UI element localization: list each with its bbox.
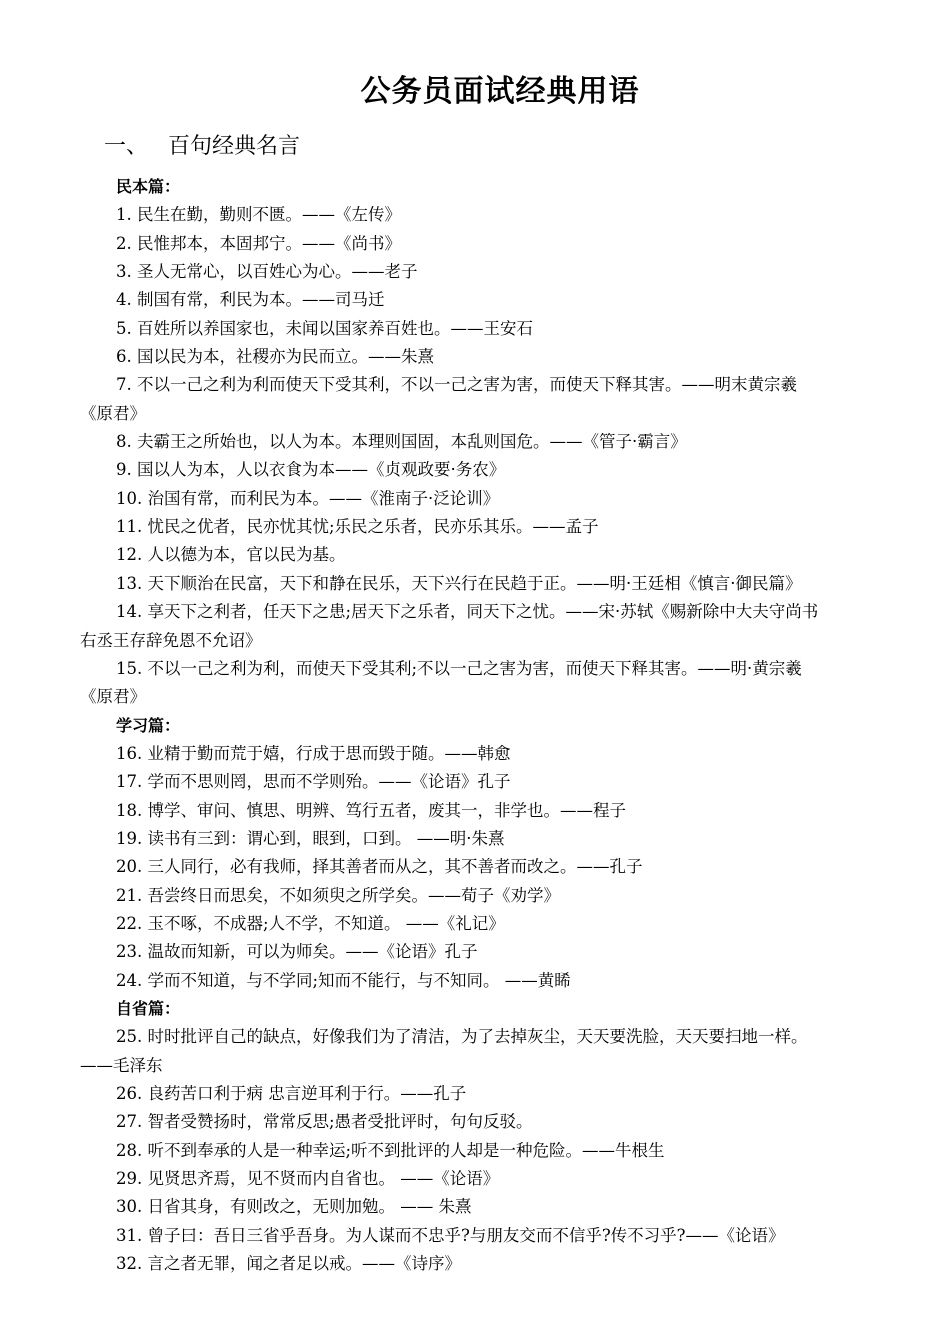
quote-list [80, 173, 925, 1278]
category-heading: 民本篇： [116, 177, 181, 196]
section-title: 百句经典名言 [168, 134, 301, 159]
quote-line: 3. 圣人无常心，以百姓心为心。——老子 [116, 262, 418, 282]
quote-line: 12. 人以德为本，官以民为基。 [116, 545, 346, 565]
quote-line: 15. 不以一己之利为利，而使天下受其利;不以一己之害为害，而使天下释其害。——明·黄宗羲 [116, 658, 802, 678]
quote-line: 2. 民惟邦本，本固邦宁。——《尚书》 [116, 233, 401, 253]
quote-continuation: ——毛泽东 [80, 1055, 163, 1075]
quote-line: 21. 吾尝终日而思矣，不如须臾之所学矣。——荀子《劝学》 [116, 885, 560, 905]
quote-line: 23. 温故而知新，可以为师矣。——《论语》孔子 [116, 942, 478, 962]
quote-line: 9. 国以人为本，人以衣食为本——《贞观政要·务农》 [116, 460, 506, 480]
quote-line: 4. 制国有常，利民为本。——司马迁 [116, 290, 385, 310]
quote-line: 1. 民生在勤，勤则不匮。——《左传》 [116, 205, 401, 225]
quote-line: 26. 良药苦口利于病 忠言逆耳利于行。——孔子 [116, 1084, 467, 1103]
quote-line: 25. 时时批评自己的缺点，好像我们为了清洁，为了去掉灰尘，天天要洗脸，天天要扫地一样。 [116, 1027, 808, 1047]
quote-line: 30. 日省其身，有则改之，无则加勉。 —— 朱熹 [116, 1197, 472, 1217]
quote-line: 16. 业精于勤而荒于嬉，行成于思而毁于随。——韩愈 [116, 743, 511, 763]
quote-line: 17. 学而不思则罔，思而不学则殆。——《论语》孔子 [116, 772, 511, 792]
quote-line: 11. 忧民之优者，民亦忧其忧;乐民之乐者，民亦乐其乐。——孟子 [116, 517, 599, 537]
quote-line: 5. 百姓所以养国家也，未闻以国家养百姓也。——王安石 [116, 318, 533, 338]
quote-line: 20. 三人同行，必有我师，择其善者而从之，其不善者而改之。——孔子 [116, 857, 643, 877]
quote-continuation: 《原君》 [80, 687, 146, 707]
quote-continuation: 《原君》 [80, 403, 146, 423]
quote-line: 29. 见贤思齐焉，见不贤而内自省也。 ——《论语》 [116, 1169, 500, 1189]
quote-line: 18. 博学、审问、慎思、明辨、笃行五者，废其一，非学也。——程子 [116, 800, 626, 820]
quote-line: 24. 学而不知道，与不学同;知而不能行，与不知同。 ——黄睎 [116, 970, 571, 990]
quote-line: 28. 听不到奉承的人是一种幸运;听不到批评的人却是一种危险。——牛根生 [116, 1140, 665, 1160]
quote-line: 13. 天下顺治在民富，天下和静在民乐，天下兴行在民趋于正。——明·王廷相《慎言·御民篇》 [116, 573, 802, 593]
quote-line: 32. 言之者无罪，闻之者足以戒。——《诗序》 [116, 1254, 461, 1274]
category-heading: 自省篇： [116, 998, 181, 1018]
quote-line: 6. 国以民为本，社稷亦为民而立。——朱熹 [116, 347, 434, 367]
section-heading [104, 130, 300, 164]
quote-line: 22. 玉不啄，不成器;人不学，不知道。 ——《礼记》 [116, 913, 505, 933]
quote-line: 14. 享天下之利者，任天下之患;居天下之乐者，同天下之忧。——宋·苏轼《赐新除中大夫守尚书 [116, 602, 819, 622]
quote-line: 31. 曾子曰：吾日三省乎吾身。为人谋而不忠乎?与朋友交而不信乎?传不习乎?——《论语》 [116, 1225, 785, 1245]
quote-line: 27. 智者受赞扬时，常常反思;愚者受批评时，句句反驳。 [116, 1112, 533, 1132]
quote-continuation: 右丞王存辞免恩不允诏》 [80, 630, 262, 650]
quote-line: 7. 不以一己之利为利而使天下受其利，不以一己之害为害，而使天下释其害。——明末黄宗羲 [116, 375, 797, 395]
section-number: 一、 [104, 134, 149, 159]
document-title: 公务员面试经典用语 [360, 74, 640, 109]
quote-line: 8. 夫霸王之所始也，以人为本。本理则国固，本乱则国危。——《管子·霸言》 [116, 432, 687, 452]
quote-line: 10. 治国有常，而利民为本。——《淮南子·泛论训》 [116, 488, 500, 508]
category-heading: 学习篇： [116, 715, 181, 735]
quote-line: 19. 读书有三到：谓心到，眼到，口到。 ——明·朱熹 [116, 828, 505, 848]
